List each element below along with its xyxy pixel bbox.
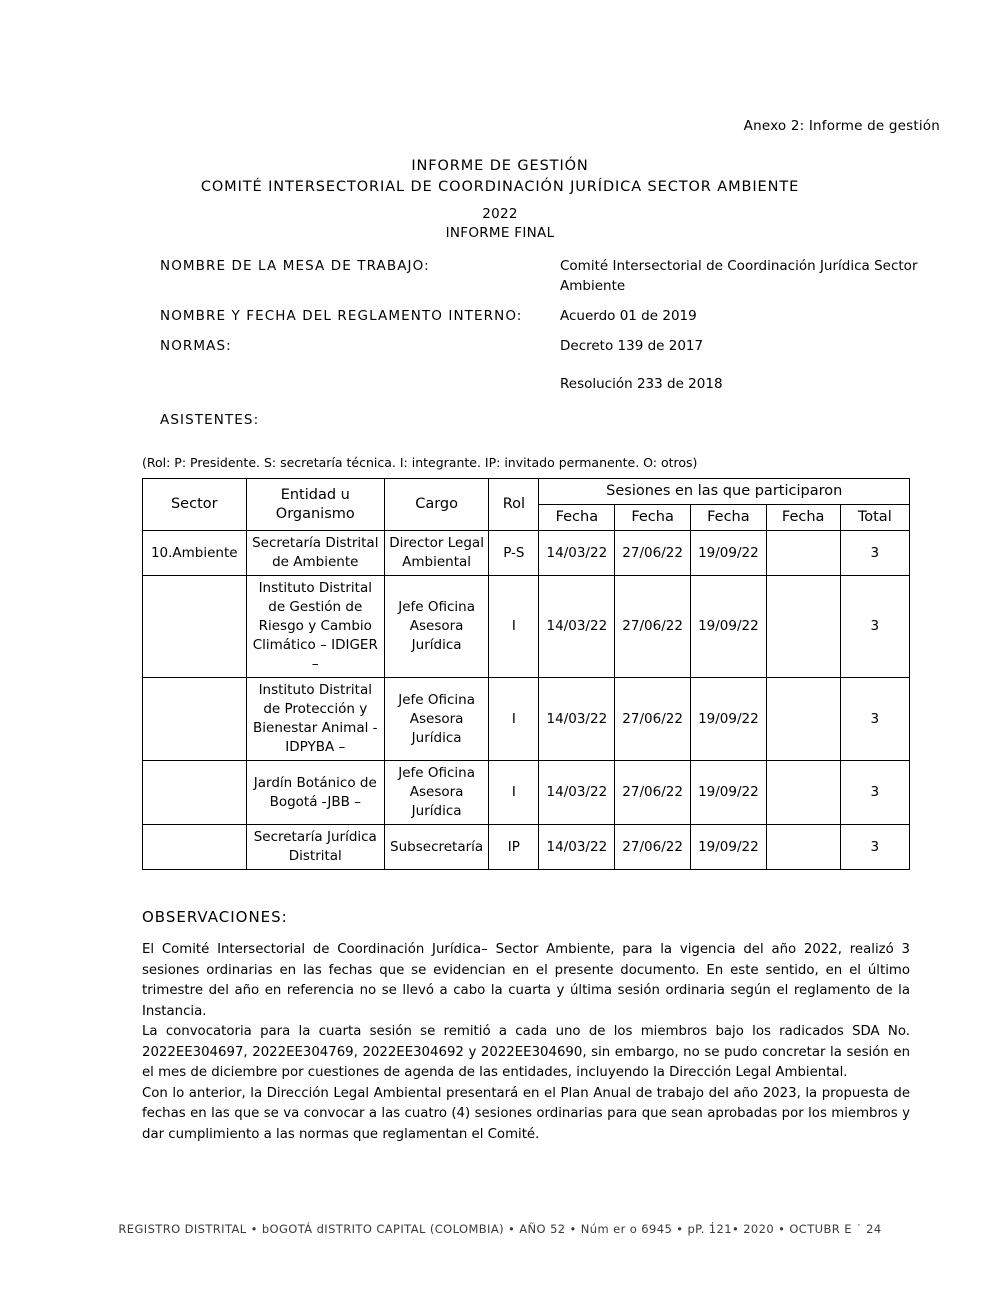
metadata-row (160, 336, 960, 394)
cell-fecha-2: 27/06/22 (615, 678, 691, 761)
table-header-row (143, 479, 910, 505)
cell-entidad: Secretaría Jurídica Distrital (246, 825, 384, 870)
cell-fecha-3: 19/09/22 (691, 576, 767, 678)
cell-fecha-1: 14/03/22 (539, 761, 615, 825)
column-header-total: Total (840, 505, 909, 531)
cell-entidad: Instituto Distrital de Protección y Bienestar Animal - IDPYBA – (246, 678, 384, 761)
cell-fecha-1: 14/03/22 (539, 825, 615, 870)
observations-paragraph: El Comité Intersectorial de Coordinación Jurídica– Sector Ambiente, para la vigencia del año 2022, realizó 3 sesiones ordinarias en las fechas que se evidencian en el presente documento. En este sentido, en el último trimestre del año en referencia no se llevó a cabo la cuarta y última sesión ordinaria según el reglamento de la Instancia. (142, 942, 910, 1019)
report-year: 2022 (482, 206, 518, 222)
cell-fecha-3: 19/09/22 (691, 761, 767, 825)
metadata-label: NOMBRE Y FECHA DEL REGLAMENTO INTERNO: (160, 308, 523, 324)
cell-fecha-2: 27/06/22 (615, 531, 691, 576)
cell-total: 3 (840, 576, 909, 678)
metadata-value: Acuerdo 01 de 2019 (560, 308, 697, 324)
cell-cargo: Jefe Oficina Asesora Jurídica (384, 678, 488, 761)
cell-fecha-3: 19/09/22 (691, 678, 767, 761)
column-header-sector: Sector (143, 479, 247, 531)
cell-entidad: Jardín Botánico de Bogotá -JBB – (246, 761, 384, 825)
table-row (143, 531, 910, 576)
document-subtitle (0, 205, 1000, 243)
table-row (143, 678, 910, 761)
cell-entidad: Instituto Distrital de Gestión de Riesgo y Cambio Climático – IDIGER – (246, 576, 384, 678)
metadata-value: Decreto 139 de 2017 (560, 338, 704, 354)
column-header-entidad: Entidad u Organismo (246, 479, 384, 531)
cell-sector (143, 761, 247, 825)
cell-cargo: Subsecretaría (384, 825, 488, 870)
cell-rol: IP (489, 825, 539, 870)
cell-cargo: Jefe Oficina Asesora Jurídica (384, 761, 488, 825)
cell-sector (143, 576, 247, 678)
cell-sector: 10.Ambiente (143, 531, 247, 576)
cell-total: 3 (840, 761, 909, 825)
cell-fecha-4 (766, 531, 840, 576)
cell-fecha-1: 14/03/22 (539, 576, 615, 678)
annex-label: Anexo 2: Informe de gestión (743, 118, 940, 134)
cell-rol: P-S (489, 531, 539, 576)
cell-cargo: Jefe Oficina Asesora Jurídica (384, 576, 488, 678)
cell-fecha-4 (766, 761, 840, 825)
cell-fecha-2: 27/06/22 (615, 576, 691, 678)
cell-fecha-3: 19/09/22 (691, 531, 767, 576)
cell-total: 3 (840, 825, 909, 870)
cell-sector (143, 825, 247, 870)
cell-fecha-2: 27/06/22 (615, 825, 691, 870)
metadata-row (160, 410, 960, 430)
column-header-fecha-3: Fecha (691, 505, 767, 531)
metadata-value-secondary: Resolución 233 de 2018 (560, 376, 723, 392)
cell-fecha-4 (766, 576, 840, 678)
column-header-fecha-4: Fecha (766, 505, 840, 531)
column-header-sesiones: Sesiones en las que participaron (539, 479, 910, 505)
metadata-label: NOMBRE DE LA MESA DE TRABAJO: (160, 258, 430, 274)
cell-fecha-1: 14/03/22 (539, 678, 615, 761)
observations-title: OBSERVACIONES: (142, 908, 288, 926)
table-row (143, 761, 910, 825)
cell-rol: I (489, 576, 539, 678)
role-legend: (Rol: P: Presidente. S: secretaría técnica. I: integrante. IP: invitado permanente. O: otros) (142, 455, 698, 470)
metadata-value-group (560, 336, 940, 394)
column-header-cargo: Cargo (384, 479, 488, 531)
report-type: INFORME FINAL (445, 225, 555, 241)
cell-total: 3 (840, 678, 909, 761)
cell-rol: I (489, 761, 539, 825)
table-row (143, 576, 910, 678)
metadata-row (160, 256, 960, 296)
table-row (143, 825, 910, 870)
observations-body (142, 940, 910, 1145)
page-footer: REGISTRO DISTRITAL • bOGOTÁ dISTRITO CAPITAL (COLOMBIA) • AÑO 52 • Núm er o 6945 • pP. 1̇21• 2020 • OCTUBR E ˙ 24 (118, 1222, 882, 1236)
cell-sector (143, 678, 247, 761)
column-header-fecha-1: Fecha (539, 505, 615, 531)
cell-entidad: Secretaría Distrital de Ambiente (246, 531, 384, 576)
cell-fecha-1: 14/03/22 (539, 531, 615, 576)
observations-paragraph: Con lo anterior, la Dirección Legal Ambiental presentará en el Plan Anual de trabajo del año 2023, la propuesta de fechas en las que se va convocar a las cuatro (4) sesiones ordinarias para que sean aprobadas por los miembros y dar cumplimiento a las normas que reglamentan el Comité. (142, 1085, 910, 1142)
observations-paragraph: La convocatoria para la cuarta sesión se remitió a cada uno de los miembros bajo los radicados SDA No. 2022EE304697, 2022EE304769, 2022EE304692 y 2022EE304690, sin embargo, no se pudo concretar la sesión en el mes de diciembre por cuestiones de agenda de las entidades, incluyendo la Dirección Legal Ambiental. (142, 1024, 910, 1080)
metadata-label: NORMAS: (160, 338, 232, 354)
cell-fecha-4 (766, 678, 840, 761)
cell-fecha-3: 19/09/22 (691, 825, 767, 870)
attendees-table (142, 478, 910, 870)
metadata-label: ASISTENTES: (160, 412, 260, 428)
cell-cargo: Director Legal Ambiental (384, 531, 488, 576)
cell-rol: I (489, 678, 539, 761)
cell-total: 3 (840, 531, 909, 576)
document-title (0, 156, 1000, 198)
column-header-fecha-2: Fecha (615, 505, 691, 531)
metadata-section (160, 256, 960, 440)
metadata-value: Comité Intersectorial de Coordinación Jurídica Sector Ambiente (560, 258, 918, 294)
metadata-row (160, 306, 960, 326)
title-line-1: INFORME DE GESTIÓN (411, 158, 589, 174)
cell-fecha-2: 27/06/22 (615, 761, 691, 825)
title-line-2: COMITÉ INTERSECTORIAL DE COORDINACIÓN JURÍDICA SECTOR AMBIENTE (200, 179, 800, 195)
column-header-rol: Rol (489, 479, 539, 531)
cell-fecha-4 (766, 825, 840, 870)
